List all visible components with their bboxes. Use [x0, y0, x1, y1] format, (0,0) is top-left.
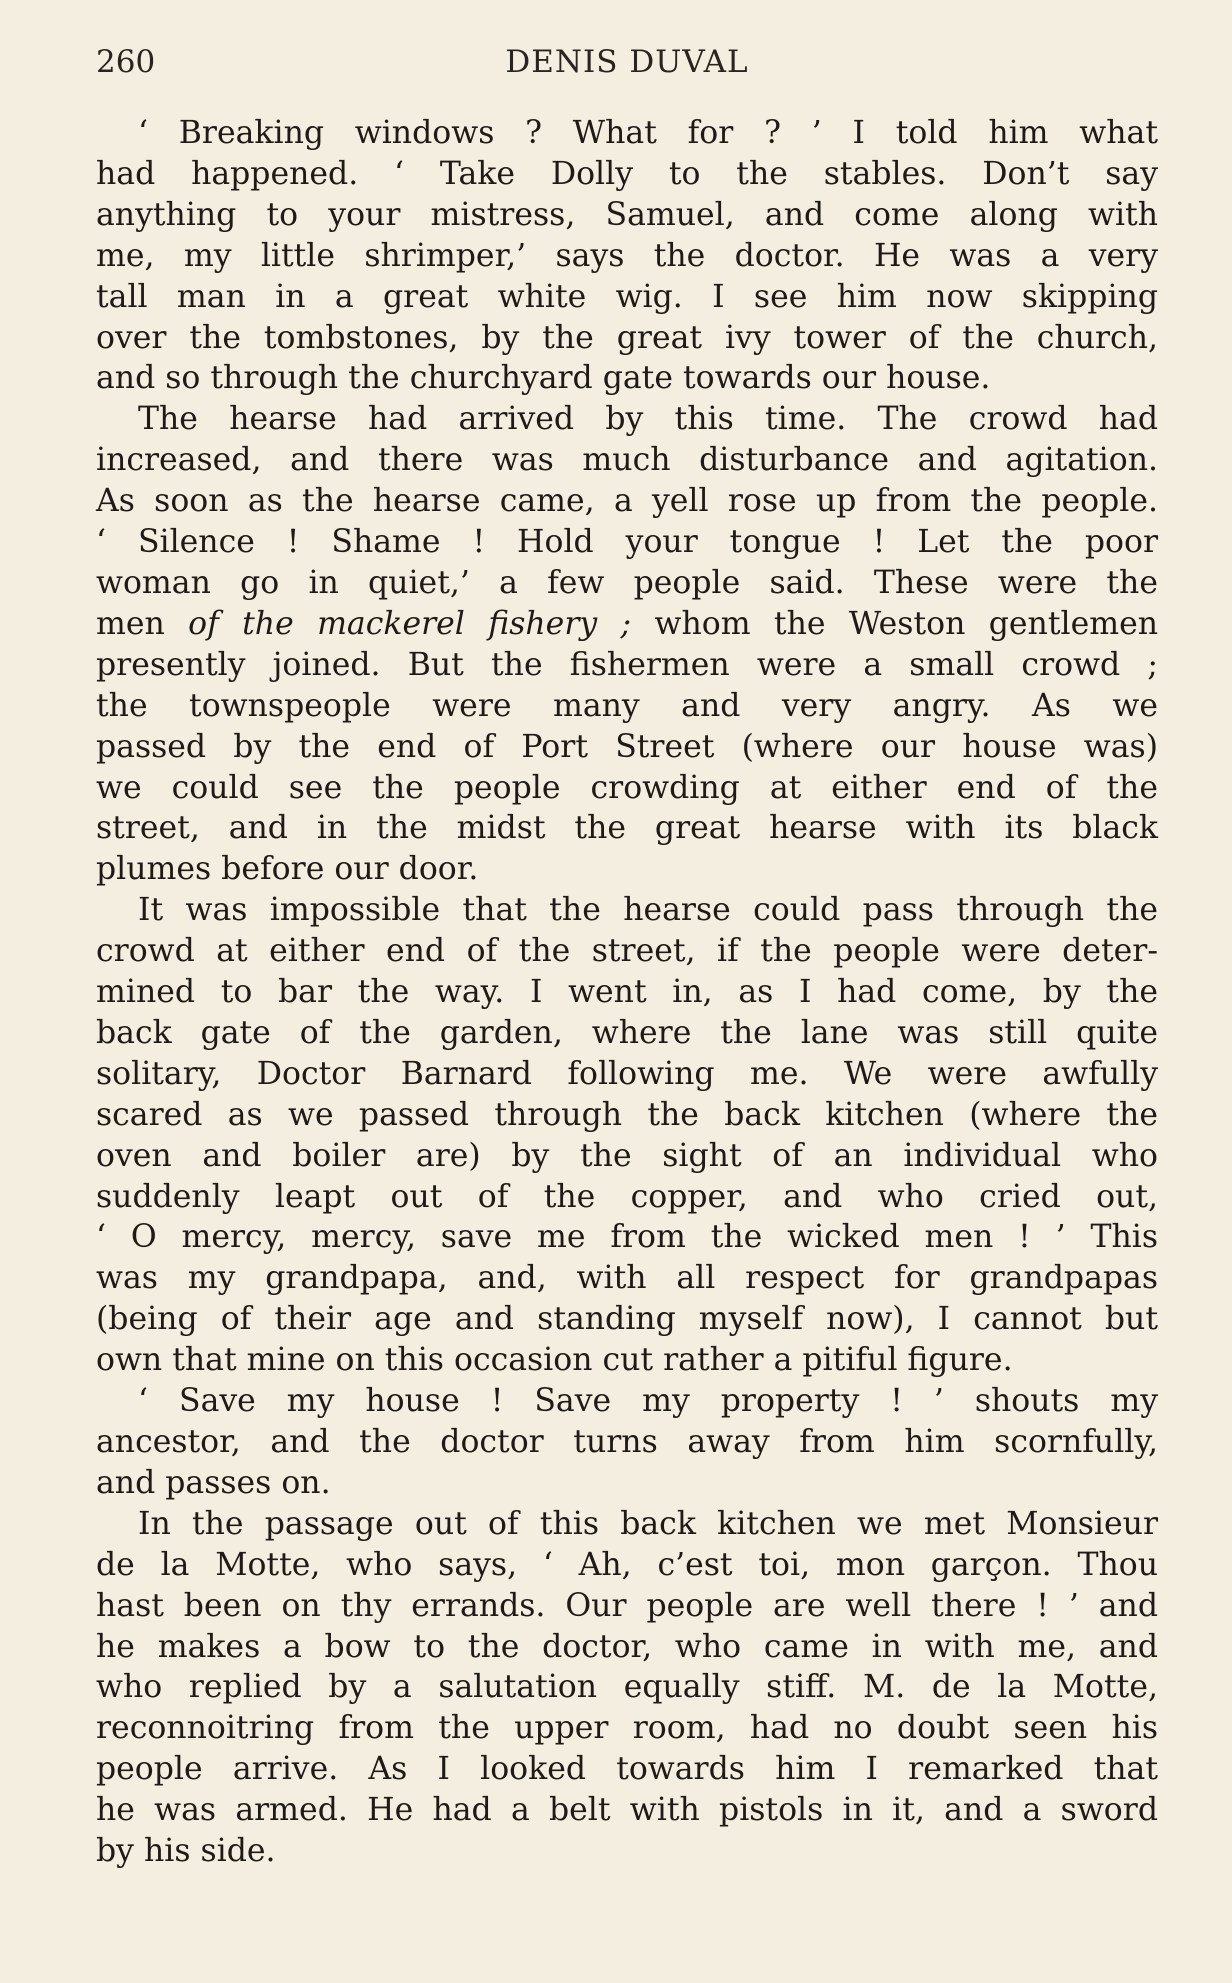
text-line: increased, and there was much disturbance and agitation. [96, 442, 1158, 479]
text-line: people arrive. As I looked towards him I remarked that [96, 1751, 1158, 1788]
text-line: suddenly leapt out of the copper, and who cried out, [96, 1178, 1158, 1215]
running-head: DENIS DUVAL [505, 44, 749, 80]
page-header [96, 44, 1158, 88]
text-line: ‘ O mercy, mercy, save me from the wicked men ! ’ This [96, 1219, 1158, 1256]
text-line: anything to your mistress, Samuel, and come along with [96, 196, 1158, 233]
text-line: presently joined. But the fishermen were a small crowd ; [96, 646, 1158, 683]
text-line: over the tombstones, by the great ivy tower of the church, [96, 319, 1158, 356]
text-line: ‘ Silence ! Shame ! Hold your tongue ! Let the poor [96, 524, 1158, 561]
text-line: plumes before our door. [96, 851, 479, 888]
text-line: As soon as the hearse came, a yell rose up from the people. [96, 483, 1158, 520]
text-line: woman go in quiet,’ a few people said. These were the [96, 564, 1158, 601]
text-line: me, my little shrimper,’ says the doctor. He was a very [96, 237, 1158, 274]
text-line: we could see the people crowding at either end of the [96, 769, 1158, 806]
text-line: men of the mackerel fishery ; whom the Weston gentlemen [96, 605, 1159, 642]
paragraph [96, 1381, 1158, 1504]
text-line: hast been on thy errands. Our people are well there ! ’ and [96, 1587, 1158, 1624]
text-line: It was impossible that the hearse could pass through the [138, 892, 1158, 929]
text-line: he makes a bow to the doctor, who came in with me, and [96, 1628, 1158, 1665]
text-line: ancestor, and the doctor turns away from him scornfully, [96, 1424, 1158, 1460]
text-line: back gate of the garden, where the lane was still quite [96, 1014, 1158, 1051]
text-line: solitary, Doctor Barnard following me. We were awfully [96, 1055, 1158, 1092]
text-line: and passes on. [96, 1464, 331, 1501]
paragraph [96, 113, 1158, 399]
text-line: passed by the end of Port Street (where our house was) [96, 728, 1158, 765]
text-line: and so through the churchyard gate towards our house. [96, 360, 991, 397]
text-line: ‘ Breaking windows ? What for ? ’ I told him what [138, 115, 1158, 151]
body-text [96, 113, 1158, 1872]
paragraph [96, 890, 1158, 1381]
text-line: In the passage out of this back kitchen we met Monsieur [138, 1505, 1158, 1542]
text-line: tall man in a great white wig. I see him now skipping [96, 278, 1158, 315]
text-line: crowd at either end of the street, if the people were deter- [96, 933, 1158, 970]
text-line: scared as we passed through the back kitchen (where the [96, 1096, 1158, 1133]
text-line: the townspeople were many and very angry. As we [96, 687, 1158, 724]
text-line: had happened. ‘ Take Dolly to the stables. Don’t say [96, 155, 1158, 192]
text-line: de la Motte, who says, ‘ Ah, c’est toi, mon garçon. Thou [96, 1546, 1158, 1583]
paragraph [96, 1504, 1158, 1872]
text-line: mined to bar the way. I went in, as I had come, by the [96, 974, 1158, 1011]
text-line: ‘ Save my house ! Save my property ! ’ shouts my [138, 1383, 1158, 1420]
text-line: who replied by a salutation equally stiff. M. de la Motte, [96, 1669, 1158, 1706]
text-line: own that mine on this occasion cut rather a pitiful figure. [96, 1342, 1013, 1379]
text-line: reconnoitring from the upper room, had no doubt seen his [96, 1710, 1158, 1747]
text-line: street, and in the midst the great hearse with its black [96, 810, 1158, 847]
text-line: by his side. [96, 1833, 276, 1870]
page-number: 260 [96, 44, 156, 80]
paragraph [96, 399, 1158, 890]
text-line: oven and boiler are) by the sight of an individual who [96, 1137, 1158, 1174]
text-line: (being of their age and standing myself now), I cannot but [96, 1301, 1158, 1338]
text-line: he was armed. He had a belt with pistols in it, and a sword [96, 1792, 1158, 1829]
text-line: The hearse had arrived by this time. The crowd had [138, 401, 1158, 438]
text-line: was my grandpapa, and, with all respect for grandpapas [96, 1260, 1158, 1297]
